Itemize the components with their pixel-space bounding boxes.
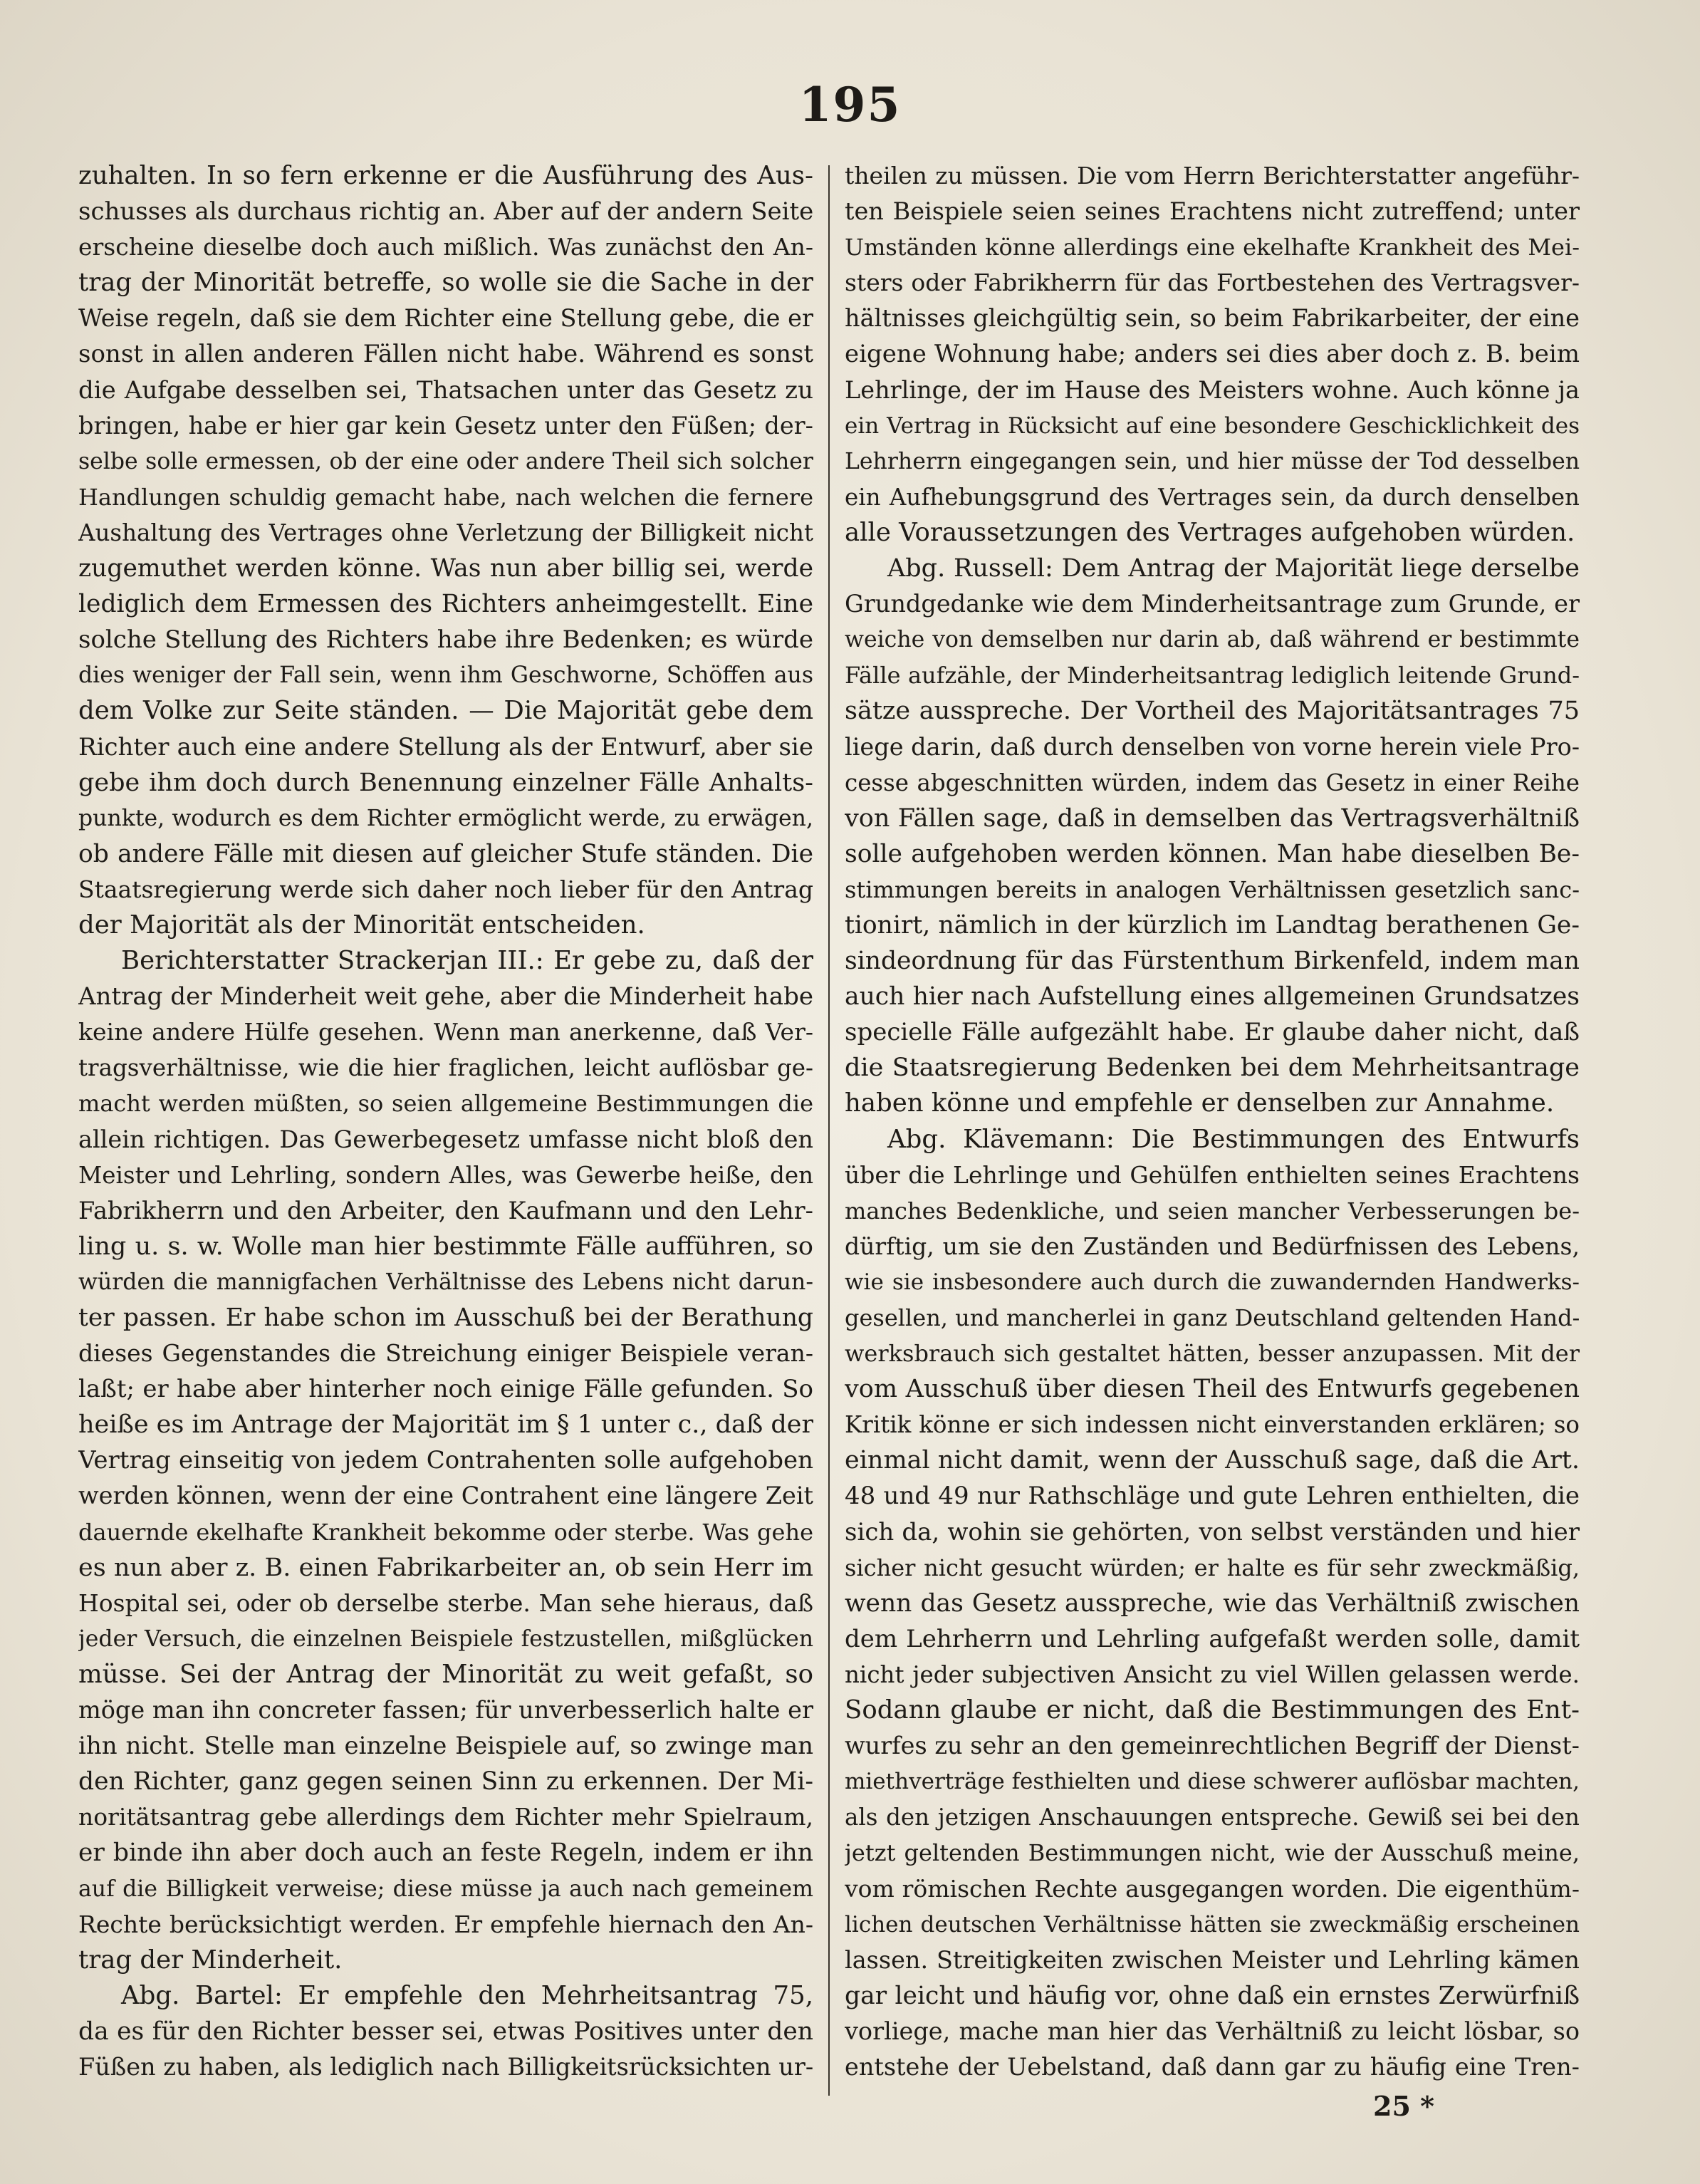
text-line: Füßen zu haben, als lediglich nach Billigkeitsrücksichten ur- (78, 2052, 813, 2081)
text-line: wie sie insbesondere auch durch die zuwandernden Handwerks- (845, 1269, 1580, 1295)
text-line: alle Voraussetzungen des Vertrages aufgehoben würden. (845, 517, 1575, 547)
text-line: dies weniger der Fall sein, wenn ihm Geschworne, Schöffen aus (78, 662, 813, 689)
text-line: als den jetzigen Anschauungen entspreche. Gewiß sei bei den (845, 1804, 1580, 1831)
text-line: laßt; er habe aber hinterher noch einige Fälle gefunden. So (78, 1375, 813, 1404)
text-line: tionirt, nämlich in der kürzlich im Landtag berathenen Ge- (845, 910, 1580, 940)
text-line: Grundgedanke wie dem Minderheitsantrage zum Grunde, er (845, 590, 1580, 618)
text-line: 48 und 49 nur Rathschläge und gute Lehren enthielten, die (845, 1482, 1580, 1511)
text-line: hältnisses gleichgültig sein, so beim Fabrikarbeiter, der eine (845, 304, 1580, 333)
text-line: trag der Minderheit. (78, 1945, 343, 1975)
text-line: die Staatsregierung Bedenken bei dem Mehrheitsantrage (845, 1054, 1580, 1083)
text-line: ten Beispiele seien seines Erachtens nicht zutreffend; unter (845, 197, 1580, 226)
text-line: zuhalten. In so fern erkenne er die Ausführung des Aus- (78, 161, 813, 190)
text-line: wenn das Gesetz ausspreche, wie das Verhältniß zwischen (845, 1588, 1580, 1618)
text-line: Umständen könne allerdings eine ekelhafte Krankheit des Mei- (845, 234, 1580, 261)
text-line: Handlungen schuldig gemacht habe, nach welchen die fernere (78, 483, 813, 511)
text-line: Hospital sei, oder ob derselbe sterbe. Man sehe hieraus, daß (78, 1588, 813, 1617)
text-line: lediglich dem Ermessen des Richters anheimgestellt. Eine (78, 590, 813, 619)
text-line: cesse abgeschnitten würden, indem das Gesetz in einer Reihe (845, 769, 1580, 796)
text-line: Vertrag einseitig von jedem Contrahenten solle aufgehoben (78, 1446, 813, 1475)
text-line: tragsverhältnisse, wie die hier fraglichen, leicht auflösbar ge- (78, 1054, 813, 1082)
text-line: sonst in allen anderen Fällen nicht habe. Während es sonst (78, 340, 813, 369)
text-line: noritätsantrag gebe allerdings dem Richter mehr Spielraum, (78, 1803, 813, 1831)
text-line: Fälle aufzähle, der Minderheitsantrag lediglich leitende Grund- (845, 662, 1580, 690)
text-line: solche Stellung des Richters habe ihre Bedenken; es würde (78, 625, 813, 655)
text-line: werden können, wenn der eine Contrahent eine längere Zeit (78, 1482, 813, 1510)
text-line: werksbrauch sich gestaltet hätten, besser anzupassen. Mit der (845, 1340, 1580, 1368)
text-line: dem Volke zur Seite ständen. — Die Majorität gebe dem (78, 696, 813, 726)
text-line: punkte, wodurch es dem Richter ermöglicht werde, zu erwägen, (78, 805, 813, 831)
text-line: er binde ihn aber doch auch an feste Regeln, indem er ihn (78, 1839, 813, 1868)
text-line: würden die mannigfachen Verhältnisse des Lebens nicht darun- (78, 1269, 813, 1295)
text-line: sicher nicht gesucht würden; er halte es für sehr zweckmäßig, (845, 1554, 1580, 1581)
text-line: sätze ausspreche. Der Vortheil des Majoritätsantrages 75 (845, 697, 1580, 726)
text-line: Lehrherrn eingegangen sein, und hier müsse der Tod desselben (845, 448, 1580, 474)
text-line: eigene Wohnung habe; anders sei dies aber doch z. B. beim (845, 340, 1580, 369)
text-line: wurfes zu sehr an den gemeinrechtlichen Begriff der Dienst- (845, 1732, 1580, 1760)
text-line: stimmungen bereits in analogen Verhältnissen gesetzlich sanc- (845, 875, 1580, 903)
text-line: ein Vertrag in Rücksicht auf eine besondere Geschicklichkeit des (845, 412, 1580, 439)
text-line: den Richter, ganz gegen seinen Sinn zu erkennen. Der Mi- (78, 1767, 813, 1796)
text-line: möge man ihn concreter fassen; für unverbesserlich halte er (78, 1696, 813, 1725)
page-number: 195 (798, 77, 902, 132)
column-divider (828, 165, 830, 2096)
text-line: Rechte berücksichtigt werden. Er empfehle hiernach den An- (78, 1910, 813, 1938)
text-line: es nun aber z. B. einen Fabrikarbeiter an, ob sein Herr im (78, 1553, 813, 1582)
text-line: bringen, habe er hier gar kein Gesetz unter den Füßen; der- (78, 411, 813, 440)
text-line: lassen. Streitigkeiten zwischen Meister und Lehrling kämen (845, 1945, 1580, 1974)
text-line: Aushaltung des Vertrages ohne Verletzung der Billigkeit nicht (78, 519, 813, 546)
text-line: solle aufgehoben werden können. Man habe dieselben Be- (845, 839, 1580, 868)
text-line: zugemuthet werden könne. Was nun aber billig sei, werde (78, 554, 813, 583)
text-line: sindeordnung für das Fürstenthum Birkenfeld, indem man (845, 947, 1580, 976)
left-column (78, 158, 813, 2085)
text-line: Sodann glaube er nicht, daß die Bestimmungen des Ent- (845, 1695, 1580, 1725)
text-line: dieses Gegenstandes die Streichung einiger Beispiele veran- (78, 1339, 813, 1368)
text-line: einmal nicht damit, wenn der Ausschuß sage, daß die Art. (845, 1446, 1580, 1475)
text-line: ein Aufhebungsgrund des Vertrages sein, da durch denselben (845, 483, 1580, 511)
text-line: liege darin, daß durch denselben von vorne herein viele Pro- (845, 732, 1580, 761)
text-line: manches Bedenkliche, und seien mancher Verbesserungen be- (845, 1197, 1580, 1224)
text-line: jeder Versuch, die einzelnen Beispiele festzustellen, mißglücken (78, 1626, 813, 1652)
text-line: gebe ihm doch durch Benennung einzelner Fälle Anhalts- (78, 768, 813, 797)
text-line: Berichterstatter Strackerjan III.: Er gebe zu, daß der (121, 946, 813, 976)
text-line: die Aufgabe desselben sei, Thatsachen unter das Gesetz zu (78, 375, 813, 405)
text-line: entstehe der Uebelstand, daß dann gar zu häufig eine Tren- (845, 2052, 1580, 2081)
text-line: vorliege, mache man hier das Verhältniß zu leicht lösbar, so (845, 2017, 1580, 2045)
text-line: Richter auch eine andere Stellung als der Entwurf, aber sie (78, 732, 813, 761)
text-line: selbe solle ermessen, ob der eine oder andere Theil sich solcher (78, 448, 813, 474)
text-line: Staatsregierung werde sich daher noch lieber für den Antrag (78, 875, 813, 903)
text-line: miethverträge festhielten und diese schwerer auflösbar machten, (845, 1769, 1580, 1795)
text-line: sich da, wohin sie gehörten, von selbst verständen und hier (845, 1517, 1580, 1546)
right-column (845, 158, 1580, 2085)
text-line: ob andere Fälle mit diesen auf gleicher Stufe ständen. Die (78, 839, 813, 868)
text-line: Abg. Bartel: Er empfehle den Mehrheitsantrag 75, (121, 1980, 813, 2010)
text-line: vom römischen Rechte ausgegangen worden. Die eigenthüm- (845, 1874, 1580, 1903)
text-line: gesellen, und mancherlei in ganz Deutschland geltenden Hand- (845, 1304, 1580, 1331)
text-line: haben könne und empfehle er denselben zur Annahme. (845, 1088, 1555, 1118)
text-line: auch hier nach Aufstellung eines allgemeinen Grundsatzes (845, 982, 1580, 1012)
text-line: dürftig, um sie den Zuständen und Bedürfnissen des Lebens, (845, 1232, 1580, 1260)
text-line: keine andere Hülfe gesehen. Wenn man anerkenne, daß Ver- (78, 1018, 813, 1046)
text-line: schusses als durchaus richtig an. Aber auf der andern Seite (78, 197, 813, 227)
text-line: auf die Billigkeit verweise; diese müsse ja auch nach gemeinem (78, 1876, 813, 1902)
text-line: ling u. s. w. Wolle man hier bestimmte Fälle aufführen, so (78, 1232, 813, 1261)
text-line: weiche von demselben nur darin ab, daß während er bestimmte (845, 627, 1580, 653)
text-line: macht werden müßten, so seien allgemeine Bestimmungen die (78, 1090, 813, 1118)
text-line: sters oder Fabrikherrn für das Fortbestehen des Vertragsver- (845, 269, 1580, 297)
text-line: dauernde ekelhafte Krankheit bekomme oder sterbe. Was gehe (78, 1518, 813, 1546)
text-line: müsse. Sei der Antrag der Minorität zu weit gefaßt, so (78, 1659, 813, 1689)
signature-mark: 25 * (1373, 2090, 1434, 2122)
text-line: Abg. Klävemann: Die Bestimmungen des Entwurfs (887, 1124, 1580, 1154)
text-line: ihn nicht. Stelle man einzelne Beispiele auf, so zwinge man (78, 1732, 813, 1761)
text-line: Abg. Russell: Dem Antrag der Majorität liege derselbe (887, 554, 1580, 583)
text-line: theilen zu müssen. Die vom Herrn Berichterstatter angeführ- (845, 162, 1580, 189)
text-line: der Majorität als der Minorität entscheiden. (78, 910, 645, 940)
text-line: Meister und Lehrling, sondern Alles, was Gewerbe heiße, den (78, 1161, 813, 1189)
text-line: Fabrikherrn und den Arbeiter, den Kaufmann und den Lehr- (78, 1196, 813, 1224)
text-line: über die Lehrlinge und Gehülfen enthielten seines Erachtens (845, 1160, 1580, 1189)
text-line: Weise regeln, daß sie dem Richter eine Stellung gebe, die er (78, 304, 813, 333)
text-line: erscheine dieselbe doch auch mißlich. Was zunächst den An- (78, 233, 813, 261)
text-line: Antrag der Minderheit weit gehe, aber die Minderheit habe (78, 982, 813, 1012)
text-line: ter passen. Er habe schon im Ausschuß bei der Berathung (78, 1304, 813, 1332)
text-line: Kritik könne er sich indessen nicht einverstanden erklären; so (845, 1411, 1580, 1439)
text-line: von Fällen sage, daß in demselben das Vertragsverhältniß (845, 804, 1580, 833)
text-line: dem Lehrherrn und Lehrling aufgefaßt werden solle, damit (845, 1624, 1580, 1653)
text-line: heiße es im Antrage der Majorität im § 1 unter c., daß der (78, 1410, 813, 1440)
text-line: trag der Minorität betreffe, so wolle sie die Sache in der (78, 268, 813, 298)
text-line: nicht jeder subjectiven Ansicht zu viel Willen gelassen werde. (845, 1660, 1580, 1688)
text-line: specielle Fälle aufgezählt habe. Er glaube daher nicht, daß (845, 1018, 1580, 1047)
text-line: Lehrlinge, der im Hause des Meisters wohne. Auch könne ja (845, 375, 1580, 404)
text-line: allein richtigen. Das Gewerbegesetz umfasse nicht bloß den (78, 1125, 813, 1153)
text-line: gar leicht und häufig vor, ohne daß ein ernstes Zerwürfniß (845, 1981, 1580, 2010)
text-line: jetzt geltenden Bestimmungen nicht, wie der Ausschuß meine, (845, 1839, 1580, 1867)
text-line: vom Ausschuß über diesen Theil des Entwurfs gegebenen (845, 1375, 1580, 1404)
text-line: lichen deutschen Verhältnisse hätten sie zweckmäßig erscheinen (845, 1911, 1580, 1938)
text-line: da es für den Richter besser sei, etwas Positives unter den (78, 2017, 813, 2046)
